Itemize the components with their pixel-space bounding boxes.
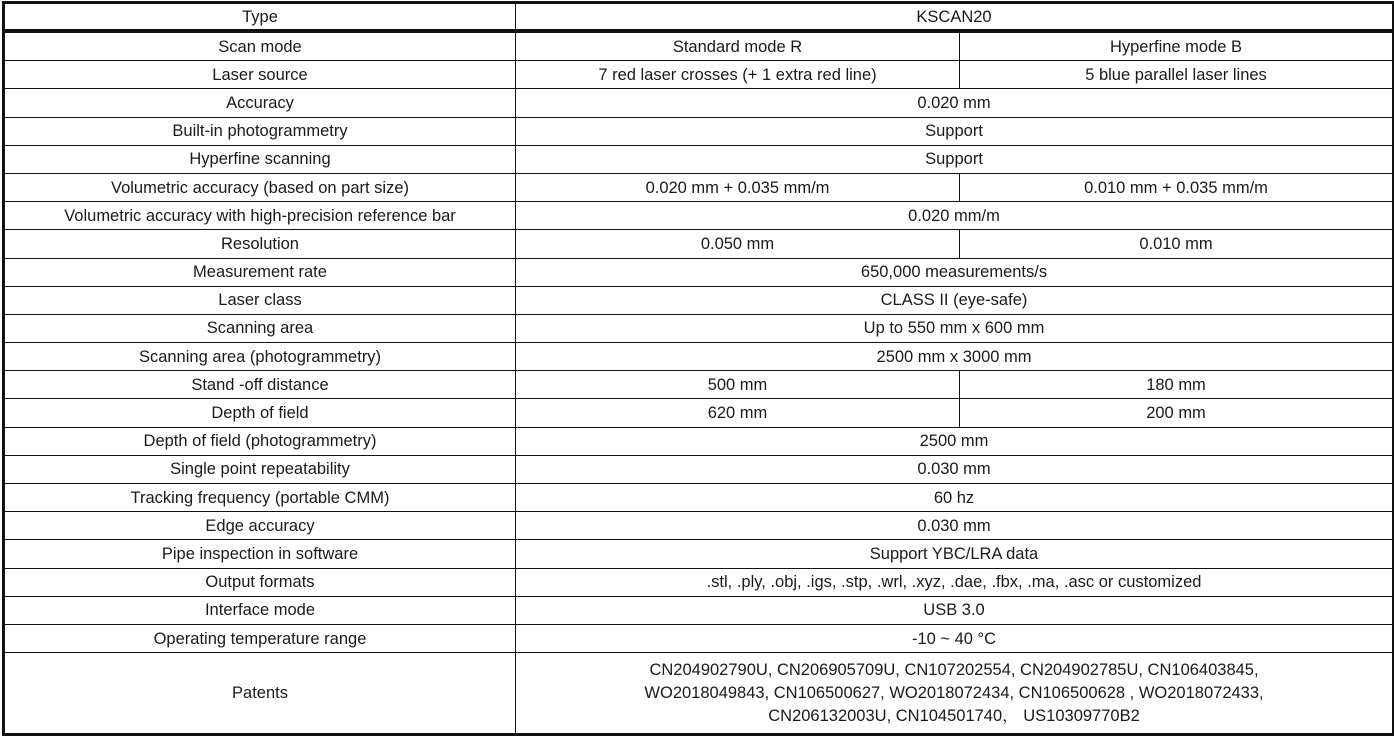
spec-table: [2, 1, 1394, 736]
value-shared: -10 ~ 40 °C: [516, 624, 1394, 652]
value-hyperfine-mode: Hyperfine mode B: [960, 31, 1394, 61]
value-shared: USB 3.0: [516, 596, 1394, 624]
value-shared: 60 hz: [516, 484, 1394, 512]
table-row: [4, 371, 1394, 399]
table-row: [4, 624, 1394, 652]
table-row: [4, 568, 1394, 596]
row-label: Edge accuracy: [4, 512, 516, 540]
value-standard-mode: 7 red laser crosses (+ 1 extra red line): [516, 61, 960, 89]
patent-line: CN204902790U, CN206905709U, CN107202554, CN204902785U, CN106403845,: [649, 660, 1259, 679]
spec-sheet: [2, 1, 1392, 736]
row-label: Accuracy: [4, 89, 516, 117]
value-shared: 650,000 measurements/s: [516, 258, 1394, 286]
row-label: Volumetric accuracy (based on part size): [4, 173, 516, 201]
table-row: [4, 512, 1394, 540]
table-row: [4, 596, 1394, 624]
row-label: Interface mode: [4, 596, 516, 624]
row-label: Volumetric accuracy with high-precision reference bar: [4, 202, 516, 230]
table-row: [4, 258, 1394, 286]
table-row: [4, 427, 1394, 455]
value-standard-mode: Standard mode R: [516, 31, 960, 61]
value-shared: 0.030 mm: [516, 512, 1394, 540]
table-row: [4, 540, 1394, 568]
table-row: [4, 455, 1394, 483]
row-label: Depth of field: [4, 399, 516, 427]
table-header-row: [4, 3, 1394, 32]
table-row: [4, 230, 1394, 258]
row-label: Resolution: [4, 230, 516, 258]
patent-line: WO2018049843, CN106500627, WO2018072434, CN106500628 , WO2018072433,: [644, 683, 1264, 702]
table-row: [4, 286, 1394, 314]
header-label: Type: [4, 3, 516, 32]
row-label: Scanning area: [4, 314, 516, 342]
value-shared: 0.030 mm: [516, 455, 1394, 483]
value-shared: 0.020 mm: [516, 89, 1394, 117]
value-shared: Support: [516, 117, 1394, 145]
table-row: [4, 343, 1394, 371]
row-label: Laser source: [4, 61, 516, 89]
table-row-patents: [4, 653, 1394, 735]
table-row: [4, 145, 1394, 173]
row-label: Single point repeatability: [4, 455, 516, 483]
row-label: Depth of field (photogrammetry): [4, 427, 516, 455]
value-shared: 2500 mm: [516, 427, 1394, 455]
value-standard-mode: 620 mm: [516, 399, 960, 427]
table-row: [4, 484, 1394, 512]
value-shared: 2500 mm x 3000 mm: [516, 343, 1394, 371]
value-hyperfine-mode: 200 mm: [960, 399, 1394, 427]
table-row: [4, 61, 1394, 89]
table-row: [4, 314, 1394, 342]
patents-list: [516, 653, 1394, 735]
patent-line: CN206132003U, CN104501740， US10309770B2: [768, 706, 1140, 725]
value-shared: .stl, .ply, .obj, .igs, .stp, .wrl, .xyz, .dae, .fbx, .ma, .asc or customized: [516, 568, 1394, 596]
table-row: [4, 173, 1394, 201]
row-label: Hyperfine scanning: [4, 145, 516, 173]
value-shared: Support YBC/LRA data: [516, 540, 1394, 568]
table-row: [4, 117, 1394, 145]
value-standard-mode: 500 mm: [516, 371, 960, 399]
value-shared: Up to 550 mm x 600 mm: [516, 314, 1394, 342]
spec-table-body: [4, 3, 1394, 735]
value-shared: Support: [516, 145, 1394, 173]
value-shared: CLASS II (eye-safe): [516, 286, 1394, 314]
row-label: Laser class: [4, 286, 516, 314]
value-hyperfine-mode: 0.010 mm + 0.035 mm/m: [960, 173, 1394, 201]
value-shared: 0.020 mm/m: [516, 202, 1394, 230]
row-label: Stand -off distance: [4, 371, 516, 399]
row-label: Tracking frequency (portable CMM): [4, 484, 516, 512]
row-label: Built-in photogrammetry: [4, 117, 516, 145]
row-label: Patents: [4, 653, 516, 735]
value-hyperfine-mode: 0.010 mm: [960, 230, 1394, 258]
row-label: Scan mode: [4, 31, 516, 61]
row-label: Scanning area (photogrammetry): [4, 343, 516, 371]
table-row: [4, 202, 1394, 230]
table-row: [4, 89, 1394, 117]
value-standard-mode: 0.050 mm: [516, 230, 960, 258]
value-hyperfine-mode: 180 mm: [960, 371, 1394, 399]
row-label: Measurement rate: [4, 258, 516, 286]
table-row: [4, 399, 1394, 427]
value-standard-mode: 0.020 mm + 0.035 mm/m: [516, 173, 960, 201]
row-label: Operating temperature range: [4, 624, 516, 652]
row-label: Pipe inspection in software: [4, 540, 516, 568]
table-row: [4, 31, 1394, 61]
row-label: Output formats: [4, 568, 516, 596]
value-hyperfine-mode: 5 blue parallel laser lines: [960, 61, 1394, 89]
header-model: KSCAN20: [516, 3, 1394, 32]
